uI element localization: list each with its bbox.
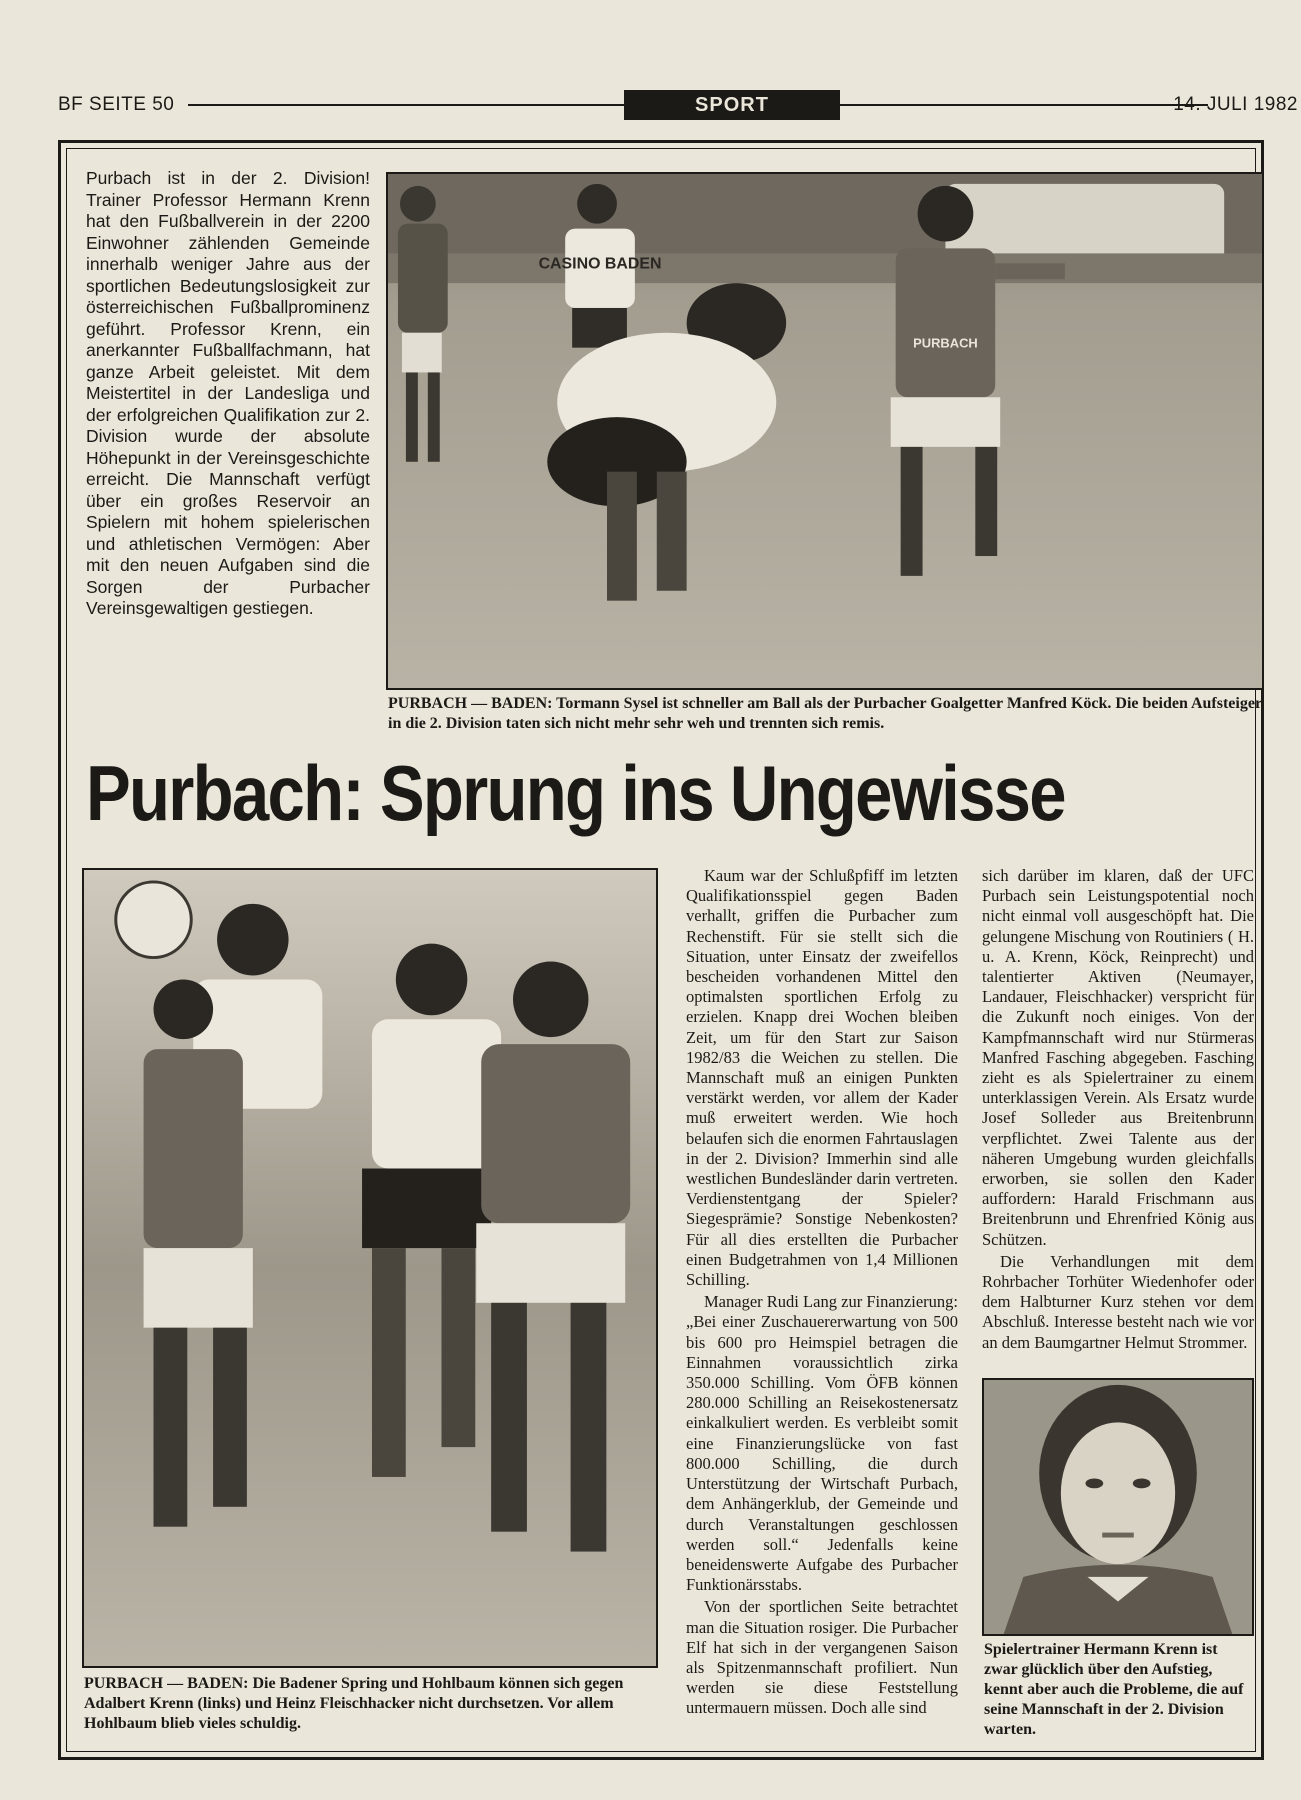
photo-bottom-caption: PURBACH — BADEN: Die Badener Spring und Hohlbaum können sich gegen Adalbert Krenn (links) und Heinz Fleischhacker nicht durchsetzen. Vor allem Hohlbaum blieb vieles schuldig. xyxy=(84,1675,624,1732)
column1-paragraph: Von der sportlichen Seite betrachtet man die Situation rosiger. Die Purbacher Elf hat sich in der vergangenen Saison als Spitzenmannschaft profiliert. Nun werden sie diese Feststellung untermauern müssen. Doch alle sind xyxy=(686,1597,958,1718)
article-column-2 xyxy=(982,866,1254,1355)
column1-paragraph: Kaum war der Schlußpfiff im letzten Qualifikationsspiel gegen Baden verhallt, griffen die Purbacher zum Rechenstift. Für sie stellt sich die Situation, unter Einsatz der zweifellos bescheiden vorhandenen Mittel den optimalsten sportlichen Erfolg zu erzielen. Knapp drei Wochen bleiben Zeit, um für den Start zur Saison 1982/83 die Weichen zu stellen. Die Mannschaft muß an einigen Punkten verstärkt werden, vor allem der Kader muß erweitert werden. Wie hoch belaufen sich die enormen Fahrtauslagen in der 2. Division? Immerhin sind alle westlichen Bundesländer darin vertreten. Verdienstentgang der Spieler? Siegesprämie? Sonstige Nebenkosten? Für all dies erstellten die Purbacher einen Budgetrahmen von 1,4 Millionen Schilling. xyxy=(686,866,958,1290)
photo-top-caption: PURBACH — BADEN: Tormann Sysel ist schneller am Ball als der Purbacher Goalgetter Manfred Köck. Die beiden Aufsteiger in die 2. Division taten sich nicht mehr sehr weh und trennten sich remis. xyxy=(388,695,1262,732)
issue-date: 14. JULI 1982 xyxy=(1173,94,1298,115)
page-header xyxy=(58,90,1298,124)
header-rule-right xyxy=(840,104,1208,106)
portrait-photo xyxy=(982,1378,1254,1636)
page-number: BF SEITE 50 xyxy=(58,94,175,115)
column2-paragraph: sich darüber im klaren, daß der UFC Purbach sein Leistungspotential noch nicht einmal voll ausgeschöpft hat. Die gelungene Mischung von Routiniers ( H. u. A. Krenn, Köck, Reinprecht) und talentierter Aktiven (Neumayer, Landauer, Fleischhacker) verspricht für die Zukunft noch einiges. Von der Kampfmannschaft wird nur Stürmeras Manfred Fasching abgegeben. Fasching zieht es als Spielertrainer zu einem unterklassigen Verein. Als Ersatz wurde Josef Solleder aus Breitenbrunn verpflichtet. Zwei Talente aus der näheren Umgebung wurden gleichfalls erworben, sie sollen den Kader auffordern: Harald Frischmann aus Breitenbrunn und Ehrenfried König aus Schützen. xyxy=(982,866,1254,1249)
header-rule-left xyxy=(188,104,624,106)
article-headline: Purbach: Sprung ins Ungewisse xyxy=(86,749,1065,837)
match-photo-top-image xyxy=(388,174,1262,688)
match-photo-top xyxy=(386,172,1264,690)
purbach-jersey: PURBACH xyxy=(913,335,978,351)
match-photo-bottom xyxy=(82,868,658,1668)
match-photo-bottom-image xyxy=(84,870,656,1666)
intro-paragraph: Purbach ist in der 2. Division! Trainer Professor Hermann Krenn hat den Fußballverein in der 2200 Einwohner zählenden Gemeinde innerhalb weniger Jahre aus der sportlichen Bedeutungslosigkeit zur österreichischen Fußballprominenz geführt. Professor Krenn, ein anerkannter Fußballfachmann, hat ganze Arbeit geleistet. Mit dem Meistertitel in der Landesliga und der erfolgreichen Qualifikation zur 2. Division wurde der absolute Höhepunkt in der Vereinsgeschichte erreicht. Die Mannschaft verfügt über ein großes Reservoir an Spielern mit hohem spielerischen und athletischen Vermögen: Aber mit den neuen Aufgaben sind die Sorgen der Purbacher Vereinsgewaltigen gestiegen. xyxy=(86,168,370,618)
article-column-1 xyxy=(686,866,958,1721)
column1-paragraph: Manager Rudi Lang zur Finanzierung: „Bei einer Zuschauererwartung von 500 bis 600 pro Heimspiel betragen die Einnahmen voraussichtlich zirka 350.000 Schilling. Vom ÖFB können 280.000 Schilling an Reisekostenersatz einkalkuliert werden. Es verbleibt somit eine Finanzierungslücke von fast 800.000 Schilling, die durch Unterstützung der Wirtschaft Purbach, dem Anhängerklub, der Gemeinde und durch Veranstaltungen geschlossen werden soll.“ Jedenfalls keine beneidenswerte Aufgabe des Purbacher Funktionärsstabs. xyxy=(686,1292,958,1595)
casino-baden-jersey: CASINO BADEN xyxy=(538,255,662,273)
section-label: SPORT xyxy=(624,90,840,120)
portrait-caption: Spielertrainer Hermann Krenn ist zwar glücklich über den Aufstieg, kennt aber auch die Probleme, die auf seine Mannschaft in der 2. Division warten. xyxy=(984,1641,1244,1738)
portrait-photo-image xyxy=(984,1380,1252,1634)
column2-paragraph: Die Verhandlungen mit dem Rohrbacher Torhüter Wiedenhofer oder dem Halbturner Kurz stehen vor dem Abschluß. Interesse besteht nach wie vor an dem Baumgartner Helmut Strommer. xyxy=(982,1251,1254,1352)
